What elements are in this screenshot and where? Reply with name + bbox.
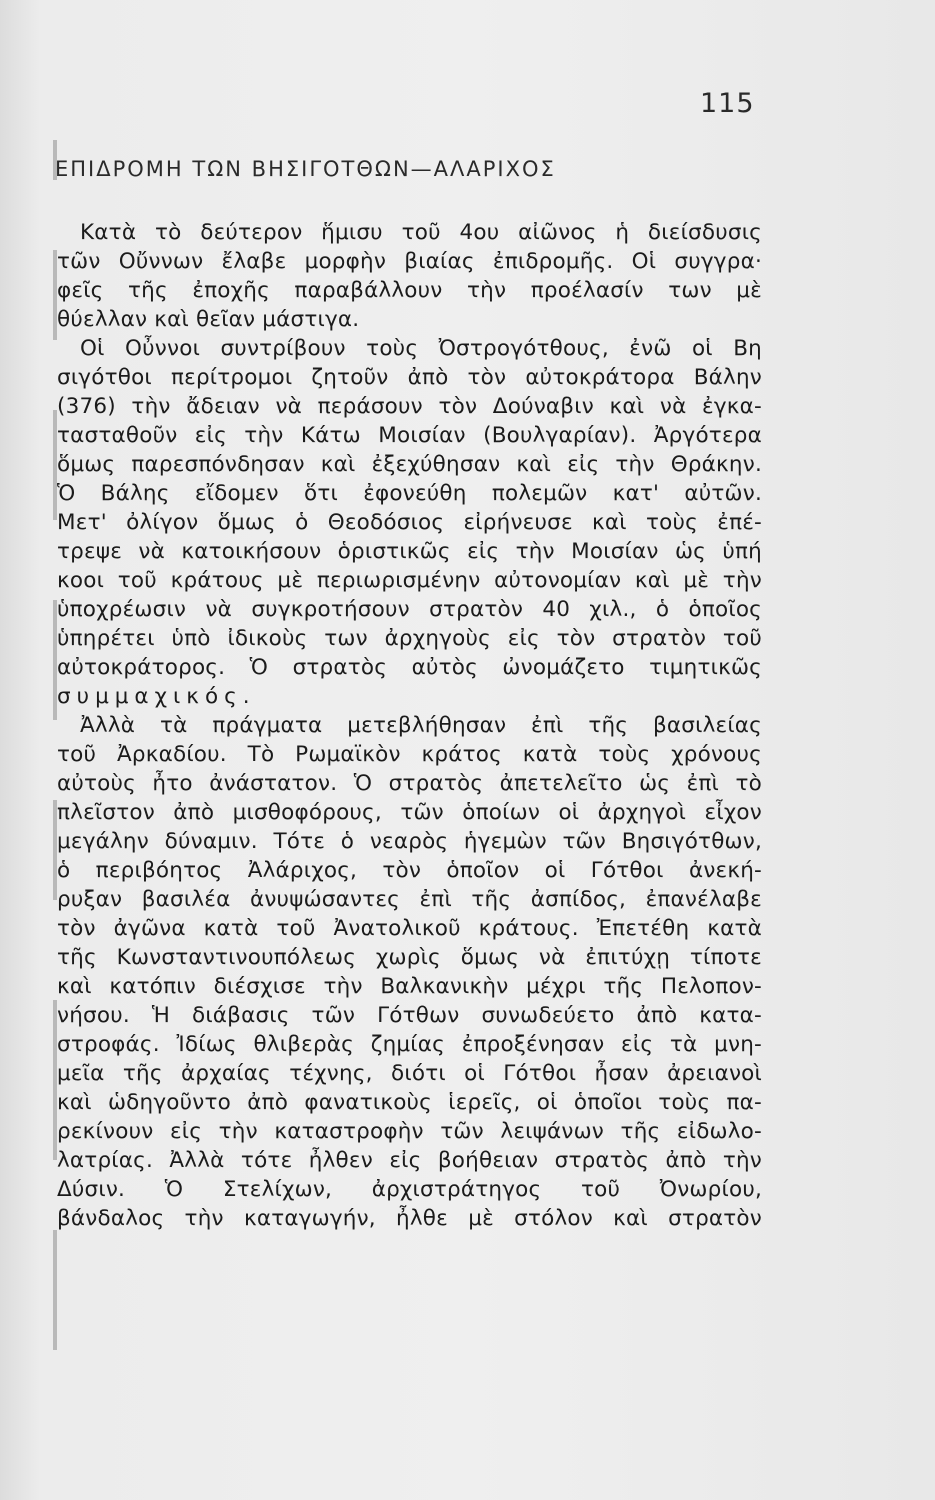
text-line: θύελλαν καὶ θεῖαν μάστιγα. bbox=[57, 307, 360, 332]
text-line: ὑποχρέωσιν νὰ συγκροτήσουν στρατὸν 40 χιλ., ὁ ὁποῖος bbox=[57, 597, 762, 622]
body-text bbox=[57, 218, 762, 1233]
text-line: Μετ' ὀλίγον ὅμως ὁ Θεοδόσιος εἰρήνευσε καὶ τοὺς ἐπέ- bbox=[57, 510, 762, 535]
text-line: Δύσιν. Ὁ Στελίχων, ἀρχιστράτηγος τοῦ Ὀνωρίου, bbox=[57, 1177, 762, 1202]
text-line: Οἱ Οὖννοι συντρίβουν τοὺς Ὀστρογότθους, ἐνῶ οἱ Βη bbox=[80, 336, 762, 361]
text-line: αὐτοκράτορος. Ὁ στρατὸς αὐτὸς ὠνομάζετο τιμητικῶς bbox=[57, 655, 762, 680]
text-line: τασταθοῦν εἰς τὴν Κάτω Μοισίαν (Βουλγαρίαν). Ἀργότερα bbox=[57, 423, 762, 448]
text-line: τῶν Οὔννων ἔλαβε μορφὴν βιαίας ἐπιδρομῆς. Οἱ συγγρα· bbox=[57, 249, 762, 274]
text-line: ρυξαν βασιλέα ἀνυψώσαντες ἐπὶ τῆς ἀσπίδος, ἐπανέλαβε bbox=[57, 887, 762, 912]
text-line: νήσου. Ἡ διάβασις τῶν Γότθων συνωδεύετο ἀπὸ κατα- bbox=[57, 1003, 762, 1028]
text-line: Κατὰ τὸ δεύτερον ἥμισυ τοῦ 4ου αἰῶνος ἡ διείσδυσις bbox=[80, 220, 762, 245]
scan-edge-mark bbox=[53, 1230, 57, 1350]
page-number: 115 bbox=[700, 88, 755, 119]
text-line: μεγάλην δύναμιν. Τότε ὁ νεαρὸς ἡγεμὼν τῶν Βησιγότθων, bbox=[57, 829, 762, 854]
text-line: ὁ περιβόητος Ἀλάριχος, τὸν ὁποῖον οἱ Γότθοι ἀνεκή- bbox=[57, 858, 762, 883]
text-line: Ἀλλὰ τὰ πράγματα μετεβλήθησαν ἐπὶ τῆς βασιλείας bbox=[80, 713, 762, 738]
text-line: Ὁ Βάλης εἴδομεν ὅτι ἐφονεύθη πολεμῶν κατ' αὐτῶν. bbox=[57, 481, 762, 506]
text-line: πλεῖστον ἀπὸ μισθοφόρους, τῶν ὁποίων οἱ ἀρχηγοὶ εἶχον bbox=[57, 800, 762, 825]
text-line: μεῖα τῆς ἀρχαίας τέχνης, διότι οἱ Γότθοι ἦσαν ἀρειανοὶ bbox=[57, 1061, 762, 1086]
text-line: τὸν ἀγῶνα κατὰ τοῦ Ἀνατολικοῦ κράτους. Ἐπετέθη κατὰ bbox=[57, 916, 762, 941]
text-line: στροφάς. Ἰδίως θλιβερὰς ζημίας ἐπροξένησαν εἰς τὰ μνη- bbox=[57, 1032, 762, 1057]
text-line: (376) τὴν ἄδειαν νὰ περάσουν τὸν Δούναβιν καὶ νὰ ἐγκα- bbox=[57, 394, 762, 419]
text-line: λατρίας. Ἀλλὰ τότε ἦλθεν εἰς βοήθειαν στρατὸς ἀπὸ τὴν bbox=[57, 1148, 762, 1173]
text-line: ρεκίνουν εἰς τὴν καταστροφὴν τῶν λειψάνων τῆς εἰδωλο- bbox=[57, 1119, 762, 1144]
text-line: αὐτοὺς ἦτο ἀνάστατον. Ὁ στρατὸς ἀπετελεῖτο ὡς ἐπὶ τὸ bbox=[57, 771, 762, 796]
text-line: βάνδαλος τὴν καταγωγήν, ἦλθε μὲ στόλον καὶ στρατὸν bbox=[57, 1206, 762, 1231]
text-line: τῆς Κωνσταντινουπόλεως χωρὶς ὅμως νὰ ἐπιτύχῃ τίποτε bbox=[57, 945, 762, 970]
text-line: καὶ ὡδηγοῦντο ἀπὸ φανατικοὺς ἱερεῖς, οἱ ὁποῖοι τοὺς πα- bbox=[57, 1090, 762, 1115]
running-head: ΕΠΙΔΡΟΜΗ ΤΩΝ ΒΗΣΙΓΟΤΘΩΝ—ΑΛΑΡΙΧΟΣ bbox=[55, 157, 556, 181]
text-line: ὑπηρέτει ὑπὸ ἰδικοὺς των ἀρχηγοὺς εἰς τὸν στρατὸν τοῦ bbox=[57, 626, 762, 651]
text-line: κοοι τοῦ κράτους μὲ περιωρισμένην αὐτονομίαν καὶ μὲ τὴν bbox=[57, 568, 762, 593]
text-line: καὶ κατόπιν διέσχισε τὴν Βαλκανικὴν μέχρι τῆς Πελοπον- bbox=[57, 974, 762, 999]
text-line: συμμαχικός. bbox=[57, 684, 256, 709]
text-line: ὅμως παρεσπόνδησαν καὶ ἐξεχύθησαν καὶ εἰς τὴν Θράκην. bbox=[57, 452, 762, 477]
text-line: φεῖς τῆς ἐποχῆς παραβάλλουν τὴν προέλασίν των μὲ bbox=[57, 278, 762, 303]
text-line: τοῦ Ἀρκαδίου. Τὸ Ρωμαϊκὸν κράτος κατὰ τοὺς χρόνους bbox=[57, 742, 762, 767]
text-line: σιγότθοι περίτρομοι ζητοῦν ἀπὸ τὸν αὐτοκράτορα Βάλην bbox=[57, 365, 762, 390]
text-line: τρεψε νὰ κατοικήσουν ὁριστικῶς εἰς τὴν Μοισίαν ὡς ὑπή bbox=[57, 539, 762, 564]
